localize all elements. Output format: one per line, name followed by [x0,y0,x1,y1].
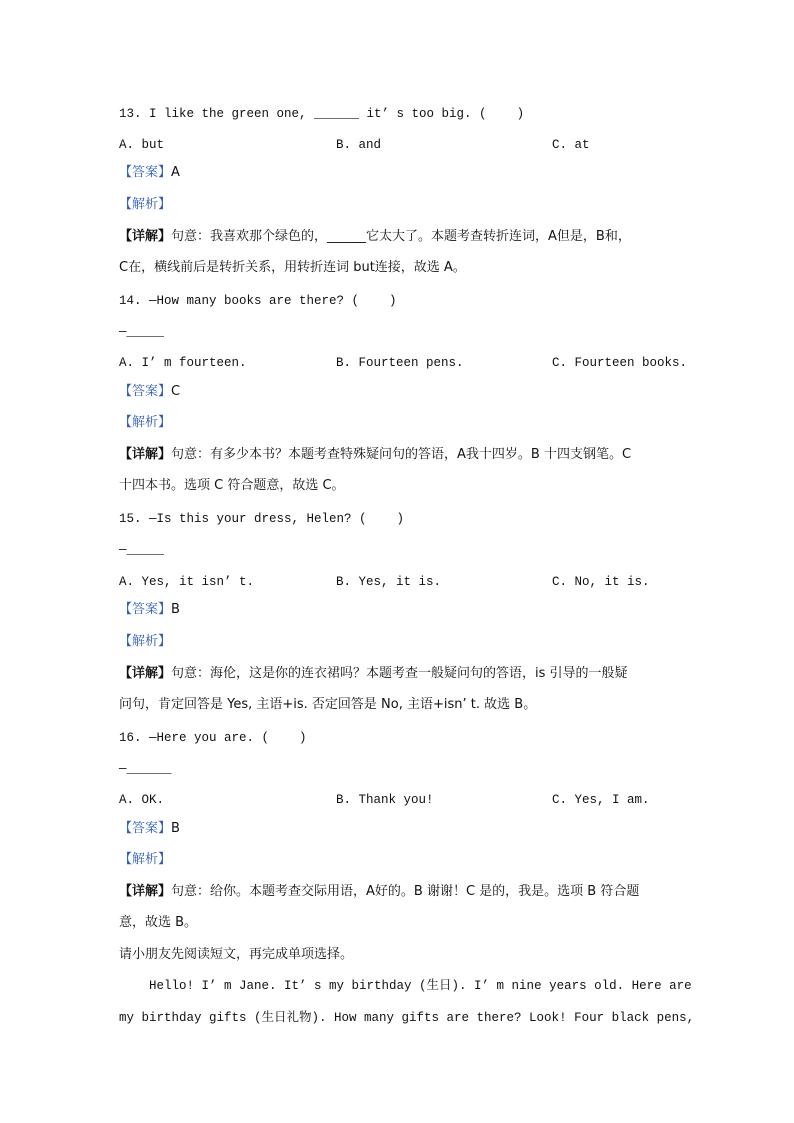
q16-detail-line-2: 意，故选 B。 [119,915,198,930]
answer-value: C [171,384,181,399]
q16-option-c: C. Yes, I am. [552,793,650,807]
q13-analysis-label: 【解析】 [119,197,172,212]
q16-analysis-label: 【解析】 [119,852,172,867]
answer-label: 【答案】 [119,165,172,180]
answer-value: B [171,821,180,836]
answer-value: B [171,602,180,617]
q16-option-b: B. Thank you! [336,793,434,807]
q14-option-b: B. Fourteen pens. [336,356,464,370]
q15-detail-line-1 [119,665,628,683]
q14-option-a: A. I’ m fourteen. [119,356,247,370]
q14-analysis-label: 【解析】 [119,415,172,430]
detail-label: 【详解】 [119,229,172,244]
passage-line-2: my birthday gifts (生日礼物). How many gifts are there? Look! Four black pens, [119,1011,695,1025]
question-14-stem: 14. —How many books are there? ( ) [119,294,397,308]
answer-label: 【答案】 [119,602,172,617]
detail-label: 【详解】 [119,884,172,899]
q14-answer-blank: —_____ [119,325,165,339]
q15-option-b: B. Yes, it is. [336,575,442,589]
answer-label: 【答案】 [119,821,172,836]
q13-option-a: A. but [119,138,165,152]
detail-label: 【详解】 [119,666,172,681]
q13-answer [119,164,180,182]
detail-text: 句意：我喜欢那个绿色的，______它太大了。本题考查转折连词，A但是，B和， [171,229,631,244]
q15-option-c: C. No, it is. [552,575,650,589]
q14-answer [119,383,180,401]
question-13-stem: 13. I like the green one, ______ it’ s too big. ( ) [119,107,525,121]
answer-value: A [171,165,180,180]
q15-answer-blank: —_____ [119,543,165,557]
detail-label: 【详解】 [119,447,172,462]
q13-option-c: C. at [552,138,590,152]
question-16-stem: 16. —Here you are. ( ) [119,731,307,745]
reading-instruction: 请小朋友先阅读短文，再完成单项选择。 [119,947,354,962]
q13-detail-line-1 [119,228,631,246]
q16-detail-line-1 [119,883,639,901]
detail-text: 句意：有多少本书？本题考查特殊疑问句的答语，A我十四岁。B 十四支钢笔。C [171,447,632,462]
q16-option-a: A. OK. [119,793,165,807]
q14-detail-line-1 [119,446,631,464]
q16-answer [119,820,180,838]
q15-detail-line-2: 问句，肯定回答是 Yes, 主语+is. 否定回答是 No, 主语+isn’ t. 故选 B。 [119,697,537,712]
question-15-stem: 15. —Is this your dress, Helen? ( ) [119,512,405,526]
q15-analysis-label: 【解析】 [119,634,172,649]
q14-option-c: C. Fourteen books. [552,356,688,370]
q16-answer-blank: —______ [119,762,172,776]
q15-answer [119,601,180,619]
q13-detail-line-2: C在，横线前后是转折关系，用转折连词 but连接，故选 A。 [119,260,466,275]
detail-text: 句意：海伦，这是你的连衣裙吗？本题考查一般疑问句的答语，is 引导的一般疑 [171,666,628,681]
passage-line-1: Hello! I’ m Jane. It’ s my birthday (生日). I’ m nine years old. Here are [119,979,692,993]
q15-option-a: A. Yes, it isn’ t. [119,575,255,589]
detail-text: 句意：给你。本题考查交际用语，A好的。B 谢谢！C 是的，我是。选项 B 符合题 [171,884,640,899]
q14-detail-line-2: 十四本书。选项 C 符合题意，故选 C。 [119,478,345,493]
q13-option-b: B. and [336,138,382,152]
answer-label: 【答案】 [119,384,172,399]
